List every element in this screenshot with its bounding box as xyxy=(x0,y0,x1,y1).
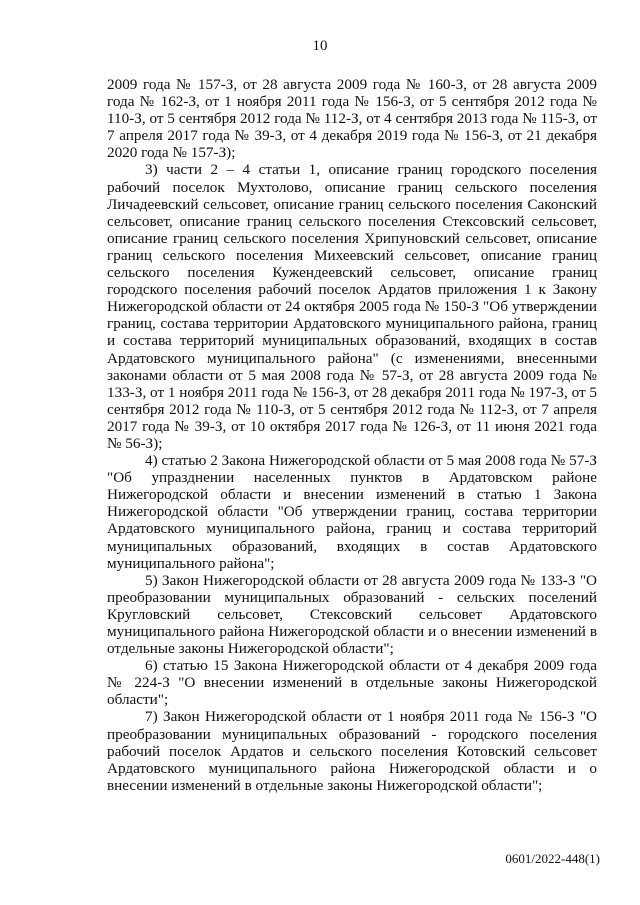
document-body xyxy=(107,76,597,794)
paragraph-item-3: 3) части 2 – 4 статьи 1, описание границ городского поселения рабочий поселок Мухтолово, описание границ сельского поселения Личадеевский сельсовет, описание границ сельского поселения Саконский сельсовет, описание границ сельского поселения Стексовский сельсовет, описание границ сельского поселения Хрипуновский сельсовет, описание границ сельского поселения Михеевский сельсовет, описание границ сельского поселения Кужендеевский сельсовет, описание границ городского поселения рабочий поселок Ардатов приложения 1 к Закону Нижегородской области от 24 октября 2005 года № 150-З "Об утверждении границ, состава территории Ардатовского муниципального района, границ и состава территорий муниципальных образований, входящих в состав Ардатовского муниципального района" (с изменениями, внесенными законами области от 5 мая 2008 года № 57-З, от 28 августа 2009 года № 133-З, от 1 ноября 2011 года № 156-З, от 28 декабря 2011 года № 197-З, от 5 сентября 2012 года № 110-З, от 5 сентября 2012 года № 112-З, от 7 апреля 2017 года № 39-З, от 10 октября 2017 года № 126-З, от 11 июня 2021 года № 56-З); xyxy=(107,161,597,452)
page-number: 10 xyxy=(312,38,328,54)
paragraph-continuation: 2009 года № 157-З, от 28 августа 2009 года № 160-З, от 28 августа 2009 года № 162-З, от 1 ноября 2011 года № 156-З, от 5 сентября 2012 года № 110-З, от 5 сентября 2012 года № 112-З, от 4 сентября 2013 года № 115-З, от 7 апреля 2017 года № 39-З, от 4 декабря 2019 года № 156-З, от 21 декабря 2020 года № 157-З); xyxy=(107,76,598,162)
paragraph-item-7: 7) Закон Нижегородской области от 1 ноября 2011 года № 156-З "О преобразовании муниципальных образований - городского поселения рабочий поселок Ардатов и сельского поселения Котовский сельсовет Ардатовского муниципального района Нижегородской области и о внесении изменений в отдельные законы Нижегородской области"; xyxy=(107,708,597,794)
document-code: 0601/2022-448(1) xyxy=(505,851,600,866)
paragraph-item-5: 5) Закон Нижегородской области от 28 августа 2009 года № 133-З "О преобразовании муниципальных образований - сельских поселений Кругловский сельсовет, Стексовский сельсовет Ардатовского муниципального района Нижегородской области и о внесении изменений в отдельные законы Нижегородской области"; xyxy=(107,571,597,658)
paragraph-item-4: 4) статью 2 Закона Нижегородской области от 5 мая 2008 года № 57-З "Об упразднении населенных пунктов в Ардатовском районе Нижегородской области и внесении изменений в статью 1 Закона Нижегородской области "Об утверждении границ, состава территории Ардатовского муниципального района, границ и состава территорий муниципальных образований, входящих в состав Ардатовского муниципального района"; xyxy=(107,452,597,572)
paragraph-item-6: 6) статью 15 Закона Нижегородской области от 4 декабря 2009 года № 224-З "О внесении изменений в отдельные законы Нижегородской области"; xyxy=(107,657,597,709)
